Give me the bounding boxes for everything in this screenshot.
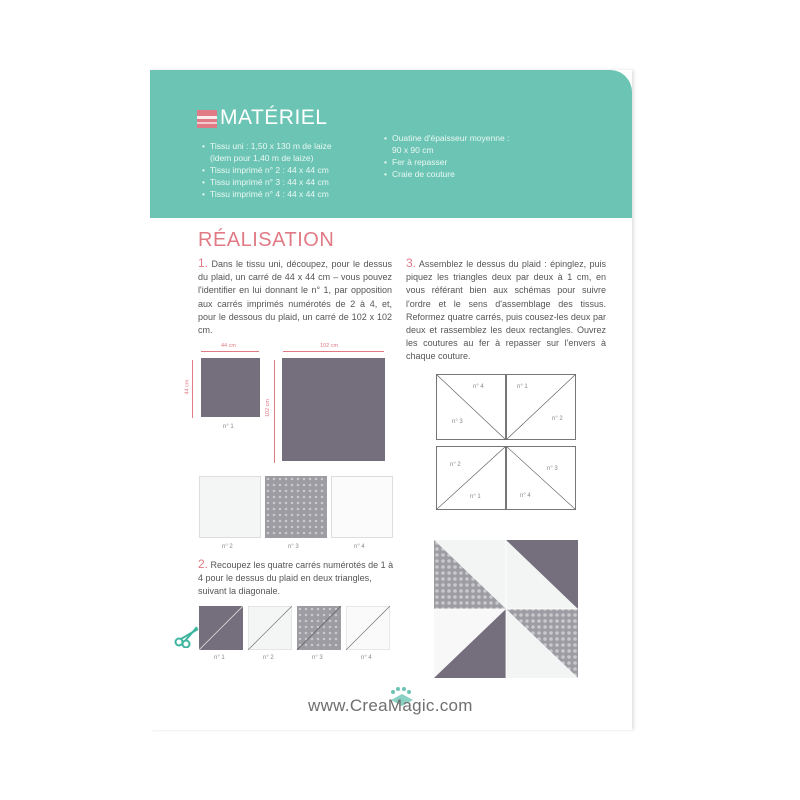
diagram-label: n° 2 [450,462,461,468]
list-item: • Craie de couture [384,168,509,180]
step3-number: 3. [406,256,417,270]
square-label: n° 1 [214,655,225,661]
diagram-label: n° 2 [552,416,563,422]
step3-paragraph [406,257,606,364]
watermark-text: www.CreaMagic.com [308,696,473,715]
square-plain-44 [201,358,260,417]
list-item: (idem pour 1,40 m de laize) [210,153,314,163]
square-label: n° 4 [354,544,365,550]
materiel-title: MATÉRIEL [220,106,328,129]
square-print-4 [331,476,393,538]
diagram-label: n° 4 [473,384,484,390]
cut-line [297,606,341,650]
diagram-label: n° 3 [452,419,463,425]
square-print-3 [265,476,327,538]
dim-44-side: 44 cm [184,379,191,395]
step3-text: Assemblez le dessus du plaid : épinglez, puis piquez les triangles deux par deux à 1 cm, en vous référant bien aux schémas pour suivre l'ordre et le sens d'assemblage des tissus. Reformez quatre carrés, puis cousez-les deux par deux et rassemblez les deux rectangles. Ouvrez les coutures au fer à repasser sur l'envers à chaque couture. [406,259,606,362]
square-label: n° 4 [361,655,372,661]
cut-square-1 [199,606,243,650]
list-item: • Ouatine d'épaisseur moyenne : [384,132,509,144]
square-label: n° 1 [223,424,234,430]
step1-number: 1. [198,256,209,270]
materiel-list-left [202,140,332,200]
scissors-icon [174,626,200,648]
dimension-line [192,360,193,418]
dimension-line [201,351,259,352]
square-label: n° 3 [312,655,323,661]
fabric-icon [197,110,217,128]
list-item: • Tissu imprimé n° 2 : 44 x 44 cm [202,164,332,176]
list-item: • Tissu imprimé n° 3 : 44 x 44 cm [202,176,332,188]
finished-quilt-illustration [434,540,578,678]
step2-number: 2. [198,557,209,571]
assembly-diagram-top [436,374,576,440]
step2-text: Recoupez les quatre carrés numérotés de 1 à 4 pour le dessus du plaid en deux triangles, suivant la diagonale. [198,560,394,597]
list-item: • Fer à repasser [384,156,509,168]
list-item: 90 x 90 cm [392,145,434,155]
dimension-line [274,360,275,463]
square-label: n° 2 [263,655,274,661]
list-item: • Tissu uni : 1,50 x 130 m de laize [202,140,332,152]
step1-paragraph [198,257,392,337]
cut-square-2 [248,606,292,650]
square-plain-102 [282,358,385,461]
diagram-label: n° 4 [520,493,531,499]
dimension-line [283,351,384,352]
step1-text: Dans le tissu uni, découpez, pour le dessus du plaid, un carré de 44 x 44 cm – vous pouvez l'identifier en lui donnant le n° 1, par opposition aux carrés imprimés numérotés de 2 à 4, et, pour le dessous du plaid, un carré de 102 x 102 cm. [198,259,392,336]
diagram-label: n° 1 [470,494,481,500]
assembly-diagram-bottom [436,446,576,510]
realisation-title: RÉALISATION [198,229,335,251]
dim-44-top: 44 cm [221,343,236,349]
step2-paragraph [198,558,394,599]
diagram-label: n° 1 [517,384,528,390]
square-label: n° 3 [288,544,299,550]
cut-square-4 [346,606,390,650]
diagram-label: n° 3 [547,466,558,472]
dim-102-side: 102 cm [265,398,272,418]
list-item: • Tissu imprimé n° 4 : 44 x 44 cm [202,188,332,200]
materiel-list-right [384,132,509,180]
dim-102-top: 102 cm [320,343,339,349]
square-print-2 [199,476,261,538]
square-label: n° 2 [222,544,233,550]
